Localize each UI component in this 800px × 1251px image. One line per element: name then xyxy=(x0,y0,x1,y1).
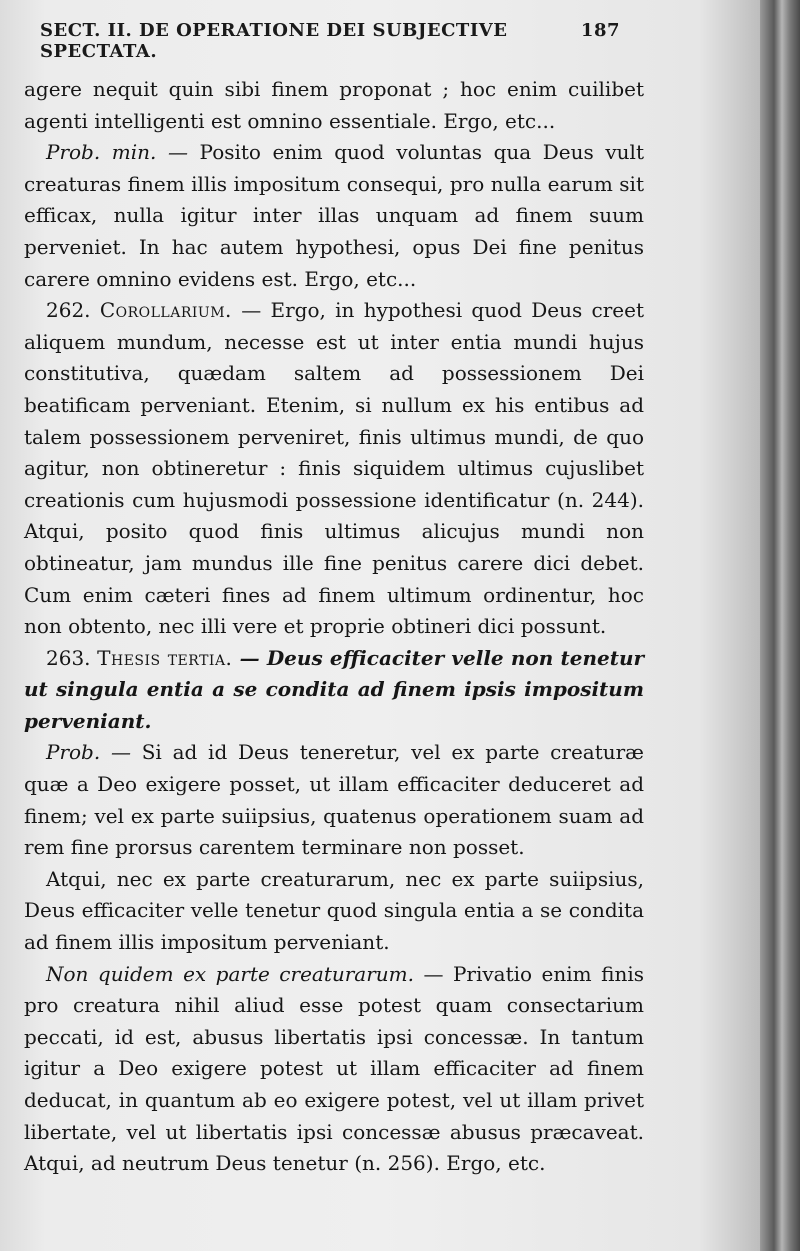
running-header xyxy=(40,20,620,62)
paragraph-text: Posito enim quod voluntas qua Deus vult creaturas finem illis impositum consequi, pro nulla earum sit efficax, nulla igitur inter illas unquam ad finem suum perveniet. In hac autem hypothesi, opus Dei fine penitus carere omnino evidens est. Ergo, etc... xyxy=(24,140,644,291)
paragraph: agere nequit quin sibi finem proponat ; hoc enim cuilibet agenti intelligenti est omnino essentiale. Ergo, etc... xyxy=(24,77,644,133)
thesis-statement: — Deus efficaciter velle non tenetur ut singula entia a se condita ad finem ipsis impositum perveniant. xyxy=(24,645,645,733)
page-number: 187 xyxy=(580,20,620,41)
paragraph xyxy=(24,137,644,295)
page-body xyxy=(24,74,644,1180)
argument-label: Non quidem ex parte creaturarum. xyxy=(46,961,414,986)
probatio-label: Prob. min. — xyxy=(46,140,188,165)
section-number: 262. xyxy=(46,298,91,323)
thesis-label: Thesis tertia. xyxy=(97,645,233,670)
paragraph xyxy=(24,737,644,863)
probatio-label: Prob. — xyxy=(46,740,131,765)
corollarium-label: Corollarium. xyxy=(99,298,232,323)
paragraph: Atqui, nec ex parte creaturarum, nec ex parte suiipsius, Deus efficaciter velle tenetur quod singula entia a se condita ad finem illis impositum perveniant. xyxy=(24,866,644,955)
paragraph-text: Si ad id Deus teneretur, vel ex parte creaturæ quæ a Deo exigere posset, ut illam efficaciter deduceret ad finem; vel ex parte suiipsius, quatenus operationem suam ad rem fine prorsus carentem terminare non posset. xyxy=(24,740,644,860)
book-gutter xyxy=(760,0,800,1251)
paragraph xyxy=(24,959,644,1180)
paragraph-text: — Privatio enim finis pro creatura nihil aliud esse potest quam consectarium peccati, id est, abusus libertatis ipsi concessæ. In tantum igitur a Deo exigere potest ut illam efficaciter ad finem deducat, in quantum ab eo exigere potest, vel ut illam privet libertate, vel ut libertatis ipsi concessæ abusus præcaveat. Atqui, ad neutrum Deus tenetur (n. 256). Ergo, etc. xyxy=(24,961,644,1176)
paragraph-text: — Ergo, in hypothesi quod Deus creet aliquem mundum, necesse est ut inter entia mundi hujus constitutiva, quædam saltem ad possessionem Dei beatificam perveniant. Etenim, si nullum ex his entibus ad talem possessionem perveniret, finis ultimus mundi, de quo agitur, non obtineretur : finis siquidem ultimus cujuslibet creationis cum hujusmodi possessione identificatur (n. 244). Atqui, posito quod finis ultimus alicujus mundi non obtineatur, jam mundus ille fine penitus carere dici debet. Cum enim cæteri fines ad finem ultimum ordinentur, hoc non obtento, nec illi vere et proprie obtineri dici possunt. xyxy=(24,298,645,639)
paragraph xyxy=(24,295,644,643)
paragraph xyxy=(24,643,644,738)
section-number: 263. xyxy=(46,645,91,670)
running-title: SECT. II. DE OPERATIONE DEI SUBJECTIVE SPECTATA. xyxy=(40,20,508,62)
